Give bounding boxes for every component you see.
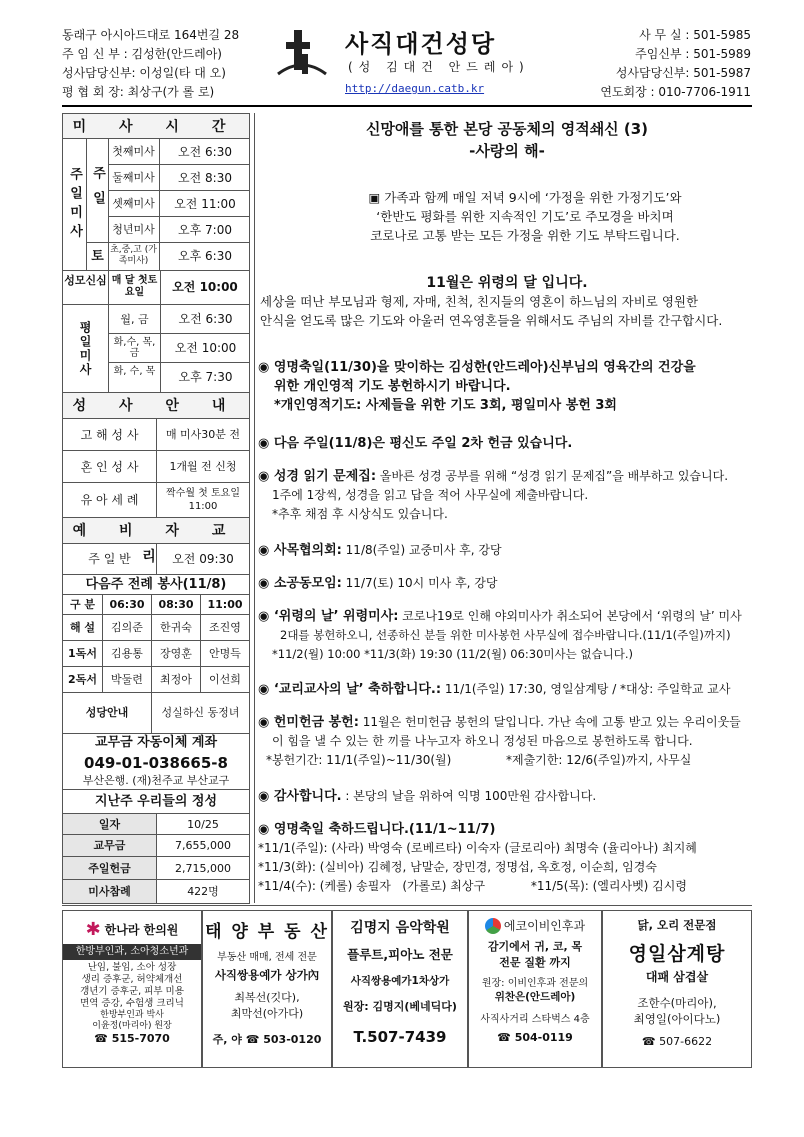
notice-small-community: ◉ 소공동모임: 11/7(토) 10시 미사 후, 강당 xyxy=(258,576,498,591)
weekday-row: 월, 금 오전 6:30 xyxy=(109,305,250,334)
offering-row: 주일헌금 2,715,000 xyxy=(63,857,249,880)
souls-month-title: 11월은 위령의 달 입니다. xyxy=(426,275,588,291)
ministry-table xyxy=(62,575,250,734)
transfer-bank: 부산은행. (재)천주교 부산교구 xyxy=(82,774,230,787)
office-phone: 사 무 실 : 501-5985 xyxy=(639,28,751,42)
header-divider xyxy=(62,105,752,107)
council-president: 평 협 회 장: 최상구(가 롤 로) xyxy=(62,85,215,99)
catechism-heading: 예 비 자 교 리 xyxy=(63,518,249,544)
notice-feast-days: ◉ 영명축일 축하드립니다.(11/1~11/7) *11/1(주일): (사라) 박영숙 (로베르타) 이숙자 (글로리아) 최명숙 (율리아나) 최지혜 *11/3(화): (실비아) 김혜정, 남말순, 장민경, 정명섭, 옥호정, 이순희, 임경숙 *11/4(수): (케롤) 송필자 (가롤로) 최상구 *11/5(목): (엘리사벳) 김시령 xyxy=(258,822,697,893)
prayer-notice: ▣ 가족과 함께 매일 저녁 9시에 ‘가정을 위한 가정기도’와 ‘한반도 평화를 위한 지속적인 기도’로 주모경을 바치며 코로나로 고통 받는 모든 가정을 위한 기도 부탁드립니다. xyxy=(368,190,682,243)
theme-title: 신망애를 통한 본당 공동체의 영적쇄신 (3) xyxy=(365,120,649,138)
mass-row: 초,중,고 (가족미사) 오후 6:30 xyxy=(108,243,250,270)
transfer-account: 049-01-038665-8 xyxy=(84,754,228,772)
first-saturday-row: 성모신심 매 달 첫토요일 오전 10:00 xyxy=(62,271,250,305)
guide-row: 성당안내 성실하신 동정녀 xyxy=(63,693,249,733)
youth-phone: 연도회장 : 010-7706-1911 xyxy=(600,85,751,99)
offering-row: 미사참례 422명 xyxy=(63,880,249,903)
notice-catechist-day: ◉ ‘교리교사의 날’ 축하합니다.: 11/1(주일) 17:30, 영일삼계탕 / *대상: 주일학교 교사 xyxy=(258,682,731,697)
mass-row: 청년미사 오후 7:00 xyxy=(108,217,250,243)
assoc-pastor-name: 성사담당신부: 이성일(타 대 오) xyxy=(62,66,226,80)
weekday-row: 화, 수, 목 오후 7:30 xyxy=(109,363,250,392)
ministry-row: 해 설 김의준 한귀숙 조진영 xyxy=(63,615,249,641)
sunday-mass-rows xyxy=(108,139,250,270)
ad-eco-ent-clinic: 에코이비인후과 감기에서 귀, 코, 목 전문 질환 까지 원장: 이비인후과 전문의 위찬은(안드레아) 사직사거리 스타벅스 4층 ☎ 504-0119 xyxy=(468,910,602,1068)
sacrament-row: 혼 인 성 사 1개월 전 신청 xyxy=(63,451,249,483)
sat-label: 토 xyxy=(87,243,109,270)
main-title xyxy=(262,118,752,162)
ad-hannara-clinic: ✱ 한나라 한의원 한방부인과, 소아청소년과 난임, 불임, 소아 성장 생리 증후군, 허약체개선 갱년기 증후군, 피부 미용 면역 증강, 수험생 크리닉 한방부인과 박사 이윤정(마리아) 원장 ☎ 515-7070 xyxy=(62,910,202,1068)
offering-row: 교무금 7,655,000 xyxy=(63,835,249,857)
ad-youngil-samgyetang: 닭, 오리 전문점 영일삼계탕 대패 삼겹살 조한수(마리아), 최영일(아이다노) ☎ 507-6622 xyxy=(602,910,752,1068)
ministry-heading: 다음주 전례 봉사(11/8) xyxy=(63,575,249,595)
church-name: 사직대건성당 xyxy=(345,30,497,58)
sacrament-row: 고 해 성 사 매 미사30분 전 xyxy=(63,419,249,451)
weekday-mass-block xyxy=(62,305,250,393)
offering-heading: 지난주 우리들의 정성 xyxy=(63,790,249,814)
notice-rice-offering: ◉ 헌미헌금 봉헌: 11월은 헌미헌금 봉헌의 달입니다. 가난 속에 고통 받고 있는 우리이웃들 이 힘을 낼 수 있는 한 끼를 나누고자 하오니 정성된 마음으로 봉헌하도록 합니다. *봉헌기간: 11/1(주일)~11/30(월) *제출기한: 12/6(주일)까지, 사무실 xyxy=(258,715,741,767)
ad-kim-music-academy: 김명지 음악학원 플루트,피아노 전문 사직쌍용예가1차상가 원장: 김명지(베네딕다) T.507-7439 xyxy=(332,910,468,1068)
ministry-header-row: 구 분 06:30 08:30 11:00 xyxy=(63,595,249,615)
mass-row: 둘째미사 오전 8:30 xyxy=(108,165,250,191)
notice-all-souls-mass: ◉ ‘위령의 날’ 위령미사: 코로나19로 인해 야외미사가 취소되어 본당에서 ‘위령의 날’ 미사 2대를 봉헌하오니, 선종하신 분들 위한 미사봉헌 사무실에 접수바랍니다.(11/1(주일)까지) *11/2(월) 10:00 *11/3(화) 19:30 (11/2(월) 06:30미사는 없습니다.) xyxy=(258,609,742,661)
theme-subtitle: -사랑의 해- xyxy=(469,142,545,160)
assoc-pastor-phone: 성사담당신부: 501-5987 xyxy=(615,66,751,80)
weekday-label: 평일미사 xyxy=(63,305,109,392)
ads-divider xyxy=(62,905,752,906)
ministry-row: 1독서 김용통 장영훈 안명득 xyxy=(63,641,249,667)
mass-row: 첫째미사 오전 6:30 xyxy=(108,139,250,165)
mass-row: 셋째미사 오전 11:00 xyxy=(108,191,250,217)
sacraments-heading: 성 사 안 내 xyxy=(63,393,249,419)
sunday-mass-vertical: 주일미사 xyxy=(63,139,87,270)
sacraments-table xyxy=(62,393,250,518)
sun-vertical: 주일 xyxy=(87,139,109,243)
column-divider xyxy=(254,113,255,903)
church-patron: (성 김대건 안드레아) xyxy=(348,60,530,74)
notice-second-collection: ◉ 다음 주일(11/8)은 평신도 주일 2차 헌금 있습니다. xyxy=(258,436,573,451)
pastor-name: 주 임 신 부 : 김성한(안드레아) xyxy=(62,47,222,61)
transfer-heading: 교무금 자동이체 계좌 xyxy=(94,735,218,750)
transfer-box xyxy=(62,733,250,790)
sacrament-row: 유 아 세 례 짝수월 첫 토요일 11:00 xyxy=(63,483,249,517)
offering-table xyxy=(62,790,250,904)
church-address: 동래구 아시아드대로 164번길 28 xyxy=(62,28,240,42)
church-url-link[interactable]: http://daegun.catb.kr xyxy=(345,82,485,95)
header-left xyxy=(62,26,252,102)
eco-logo-icon xyxy=(485,918,501,934)
catechism-table xyxy=(62,518,250,575)
weekday-row: 화,수, 목,금 오전 10:00 xyxy=(109,334,250,363)
pastor-phone: 주임신부 : 501-5989 xyxy=(635,47,751,61)
notice-pastoral-council: ◉ 사목협의회: 11/8(주일) 교중미사 후, 강당 xyxy=(258,543,502,558)
church-logo-icon xyxy=(272,26,332,96)
ad-taeyang-realty: 태 양 부 동 산 부동산 매매, 전세 전문 사직쌍용예가 상가內 최복선(깃다), 최막선(아가다) 주, 야 ☎ 503-0120 xyxy=(202,910,332,1068)
ministry-row: 2독서 박둘련 최정아 이선희 xyxy=(63,667,249,693)
header-right xyxy=(555,26,751,102)
catechism-row: 주 일 반 오전 09:30 xyxy=(63,544,249,574)
notice-feast: ◉ 영명축일(11/30)을 맞이하는 김성한(안드레아)신부님의 영육간의 건강을 위한 개인영적 기도 봉헌하시기 바랍니다. *개인영적기도: 사제들을 위한 기도 3회, 평일미사 봉헌 3회 xyxy=(258,360,696,413)
offering-row: 일자 10/25 xyxy=(63,814,249,835)
mass-heading: 미 사 시 간 xyxy=(62,113,250,139)
souls-month-text: 세상을 떠난 부모님과 형제, 자매, 친척, 친지들의 영혼이 하느님의 자비로 영원한 안식을 얻도록 많은 기도와 아울러 연옥영혼들을 위해서도 주님의 자비를 간구합시다. xyxy=(260,294,723,328)
notice-thanks: ◉ 감사합니다. : 본당의 날을 위하여 익명 100만원 감사합니다. xyxy=(258,789,597,804)
notice-bible-workbook: ◉ 성경 읽기 문제집: 올바른 성경 공부를 위해 “성경 읽기 문제집”을 배부하고 있습니다. 1주에 1장씩, 성경을 읽고 답을 적어 사무실에 제출바랍니다. *추후 채점 후 시상식도 있습니다. xyxy=(258,469,729,521)
flower-icon: ✱ xyxy=(85,919,101,940)
